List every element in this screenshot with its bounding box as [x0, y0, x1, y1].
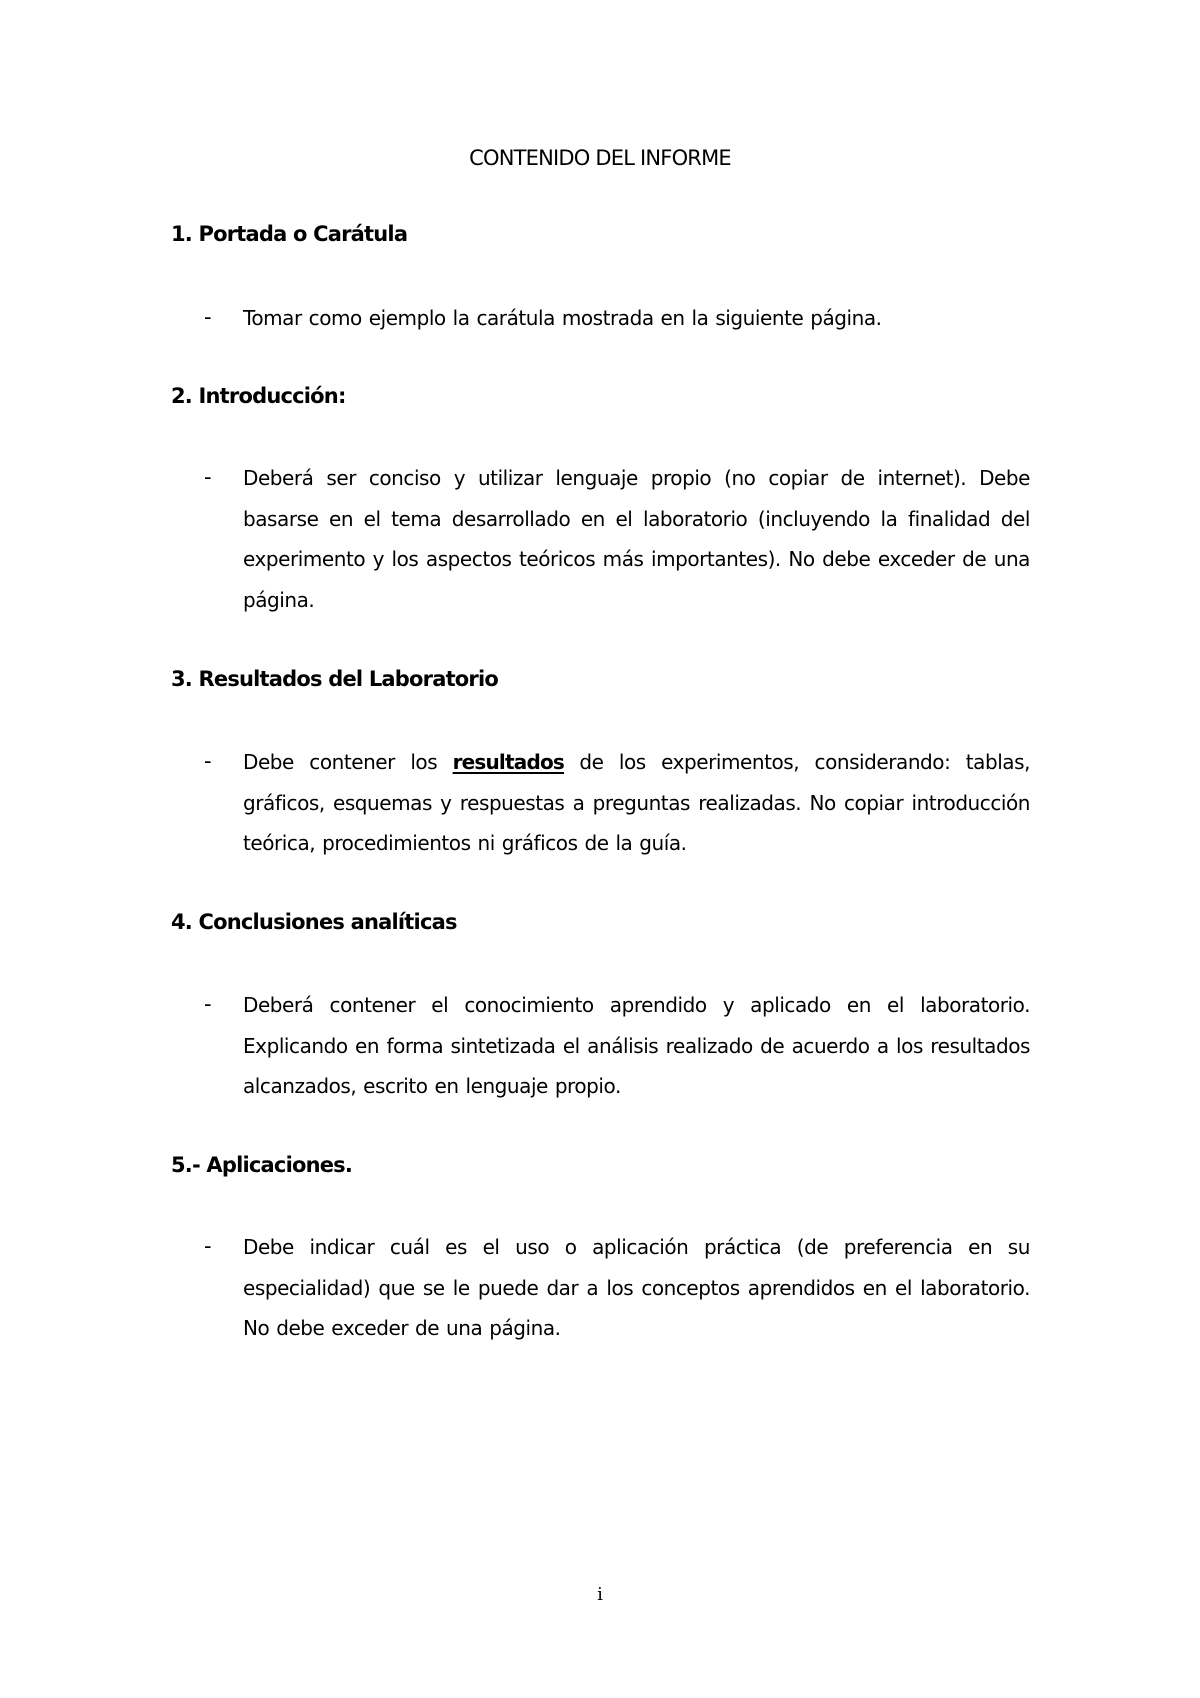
section-text-portada: Tomar como ejemplo la carátula mostrada en la siguiente página.: [243, 306, 882, 330]
section-text-aplicaciones: Debe indicar cuál es el uso o aplicación práctica (de preferencia en su especialidad) que se le puede dar a los conceptos aprendidos en el laboratorio. No debe exceder de una página.: [243, 1235, 1030, 1340]
section-heading-introduccion: 2. Introducción:: [171, 384, 346, 408]
bullet-dash: -: [204, 749, 212, 773]
bullet-dash: -: [204, 992, 212, 1016]
emphasis-resultados: resultados: [452, 750, 565, 774]
section-text-resultados: [243, 742, 1030, 864]
text-segment: Debe contener los: [243, 750, 453, 774]
section-heading-resultados: 3. Resultados del Laboratorio: [171, 667, 499, 691]
section-heading-conclusiones: 4. Conclusiones analíticas: [171, 910, 457, 934]
bullet-dash: -: [204, 465, 212, 489]
bullet-dash: -: [204, 305, 212, 329]
section-heading-aplicaciones: 5.- Aplicaciones.: [171, 1153, 353, 1177]
section-text-conclusiones: Deberá contener el conocimiento aprendido y aplicado en el laboratorio. Explicando en forma sintetizada el análisis realizado de acuerdo a los resultados alcanzados, escrito en lenguaje propio.: [243, 993, 1030, 1098]
document-title: CONTENIDO DEL INFORME: [469, 146, 731, 170]
section-text-introduccion: Deberá ser conciso y utilizar lenguaje propio (no copiar de internet). Debe basarse en el tema desarrollado en el laboratorio (incluyendo la finalidad del experimento y los aspectos teóricos más importantes). No debe exceder de una página.: [243, 466, 1030, 612]
page-number: i: [597, 1584, 603, 1605]
section-heading-portada: 1. Portada o Carátula: [171, 222, 408, 246]
text-segment: de los experimentos, considerando: tablas, gráficos, esquemas y respuestas a preguntas realizadas. No copiar introducción teórica, procedimientos ni gráficos de la guía.: [243, 750, 1030, 855]
bullet-dash: -: [204, 1234, 212, 1258]
